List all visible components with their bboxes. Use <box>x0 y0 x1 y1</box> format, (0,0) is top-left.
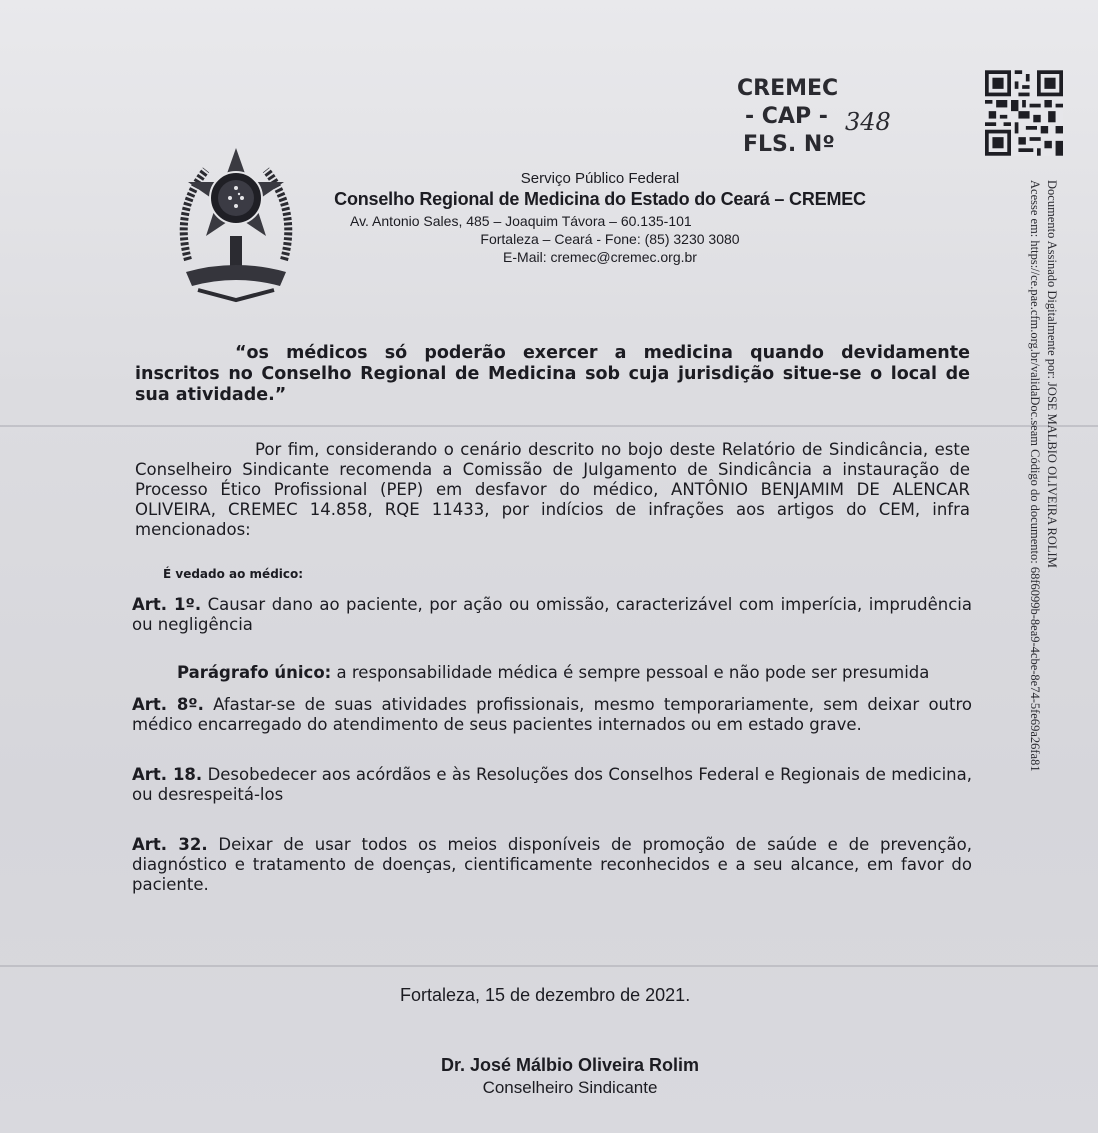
article-1-text: Causar dano ao paciente, por ação ou omissão, caracterizável com imperícia, imprudência ou negligência <box>132 595 972 634</box>
vedado-heading: É vedado ao médico: <box>163 567 304 581</box>
paragrafo-unico <box>177 663 977 683</box>
header-city-phone: Fortaleza – Ceará - Fone: (85) 3230 3080 <box>480 231 740 247</box>
article-32 <box>132 835 972 895</box>
signature-line-2: Acesse em: https://ce.pae.cfm.org.br/validaDoc.seam Código do documento: 68f6099b-8ea9-4cbe-8e74-5fe69a26fa81 <box>1028 180 1042 772</box>
article-18 <box>132 765 972 805</box>
quoted-regulation <box>135 343 970 406</box>
paper-fold <box>0 425 1098 427</box>
header-address: Av. Antonio Sales, 485 – Joaquim Távora – 60.135-101 <box>350 213 692 229</box>
paragrafo-label: Parágrafo único: <box>177 663 332 682</box>
paper-fold <box>0 965 1098 967</box>
cremec-page-stamp <box>737 75 847 159</box>
paragrafo-text: a responsabilidade médica é sempre pessoal e não pode ser presumida <box>336 663 930 682</box>
stamp-line-1: CREMEC <box>737 76 839 101</box>
signature-line-1: Documento Assinado Digitalmente por: JOSE MALBIO OLIVEIRA ROLIM <box>1045 180 1059 568</box>
article-8 <box>132 695 972 735</box>
article-18-label: Art. 18. <box>132 765 203 784</box>
document-date: Fortaleza, 15 de dezembro de 2021. <box>400 985 691 1005</box>
signer-role: Conselheiro Sindicante <box>482 1078 658 1097</box>
conclusion-paragraph <box>135 440 970 540</box>
article-8-text: Afastar-se de suas atividades profissionais, mesmo temporariamente, sem deixar outro médico encarregado do atendimento de seus pacientes internados ou em estado grave. <box>132 695 972 734</box>
article-1 <box>132 595 972 635</box>
article-8-label: Art. 8º. <box>132 695 204 714</box>
article-32-label: Art. 32. <box>132 835 208 854</box>
quote-text: “os médicos só poderão exercer a medicina quando devidamente inscritos no Conselho Regional de Medicina sob cuja jurisdição situe-se o local de sua atividade.” <box>135 343 970 405</box>
header-email: E-Mail: cremec@cremec.org.br <box>503 249 697 265</box>
stamp-line-2: - CAP - <box>745 104 828 129</box>
conclusion-text: Por fim, considerando o cenário descrito no bojo deste Relatório de Sindicância, este Conselheiro Sindicante recomenda a Comissão de Julgamento de Sindicância a instauração de Processo Ético Profissional (PEP) em desfavor do médico, ANTÔNIO BENJAMIM DE ALENCAR OLIVEIRA, CREMEC 14.858, RQE 11433, por indícios de infrações aos artigos do CEM, infra mencionados: <box>135 440 970 539</box>
brazil-coat-of-arms-icon <box>168 140 304 308</box>
digital-signature-margin <box>1000 180 1060 830</box>
stamp-line-3: FLS. Nº <box>743 132 835 157</box>
header-organization: Conselho Regional de Medicina do Estado do Ceará – CREMEC <box>334 189 866 209</box>
article-18-text: Desobedecer aos acórdãos e às Resoluções dos Conselhos Federal e Regionais de medicina, ou desrespeitá-los <box>132 765 972 804</box>
handwritten-page-number: 348 <box>845 108 891 136</box>
letterhead <box>320 170 880 265</box>
qr-code-icon <box>985 70 1063 156</box>
signature-block <box>380 1055 760 1098</box>
signer-name: Dr. José Málbio Oliveira Rolim <box>440 1055 700 1075</box>
article-1-label: Art. 1º. <box>132 595 202 614</box>
header-service: Serviço Público Federal <box>520 170 680 187</box>
article-32-text: Deixar de usar todos os meios disponíveis de promoção de saúde e de prevenção, diagnóstico e tratamento de doenças, cientificamente reconhecidos e a seu alcance, em favor do paciente. <box>132 835 972 894</box>
